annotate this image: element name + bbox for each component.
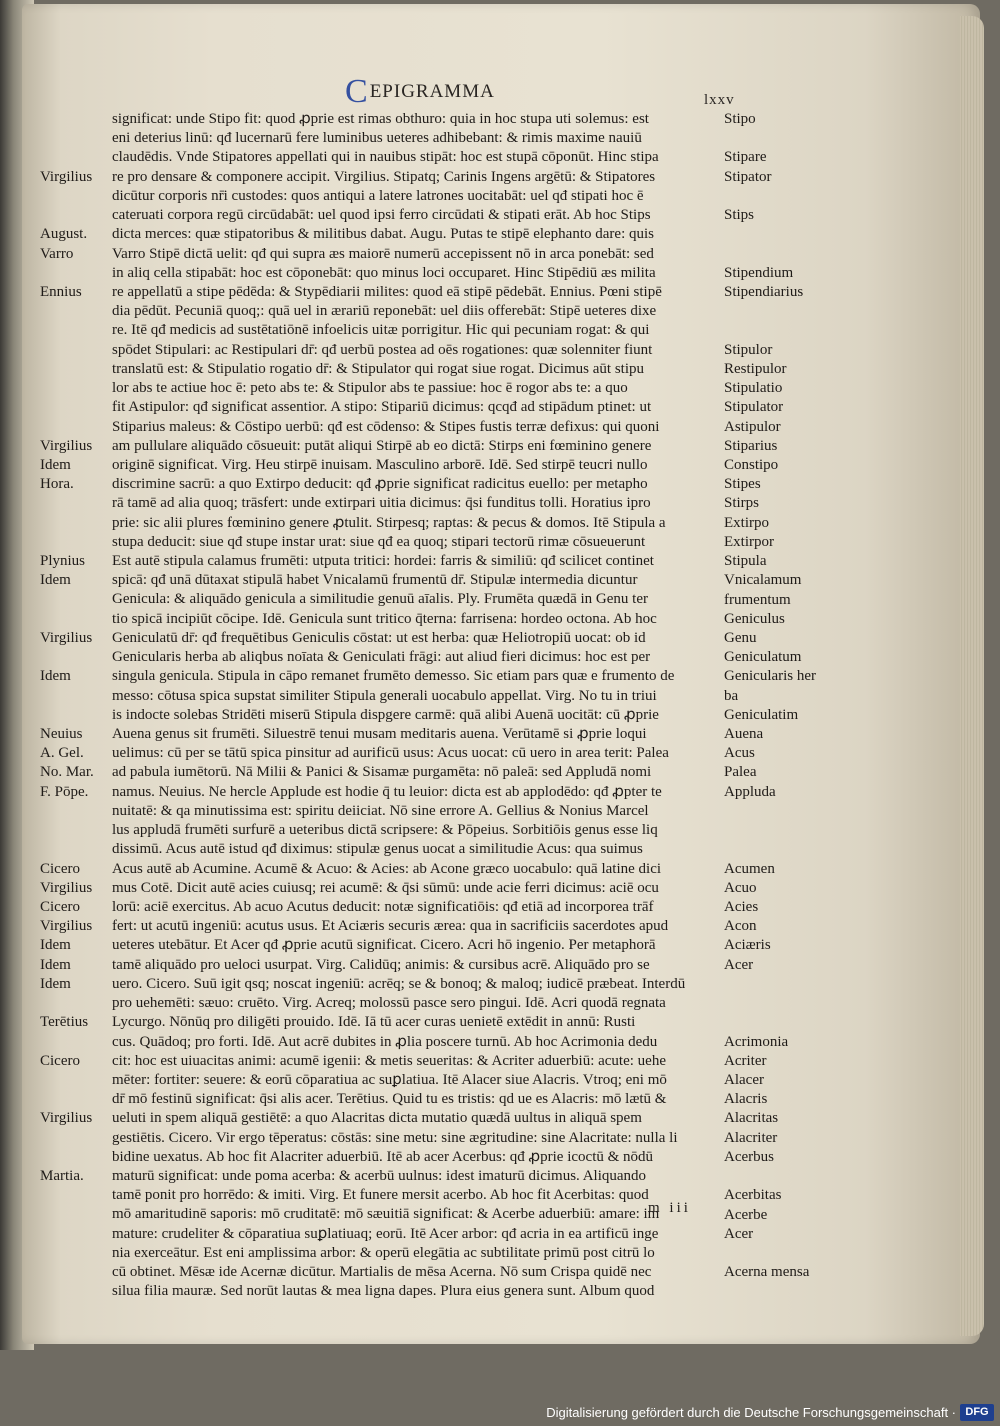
margin-author-note: Virgilius (40, 168, 93, 185)
text-line: lus appludā frumēti surfurē a ueteribus dictā scripsere: & Pōpeius. Sorbitiōis genus esse liq (112, 822, 658, 839)
text-line: nuitatē: & qa minutissima est: spiritu deiiciat. Nō sine errore A. Gellius & Nonius Marcel (112, 802, 649, 819)
margin-keyword: Auena (724, 726, 764, 743)
text-line: mature: crudeliter & cōparatiua suꝑlatiuaq; eorū. Itē Acer arbor: qđ acria in ea artificū inge (112, 1225, 659, 1242)
margin-keyword: Genicularis her (724, 668, 817, 685)
margin-keyword: Stipare (724, 149, 767, 166)
margin-keyword: Geniculus (724, 610, 785, 627)
margin-keyword: Stipula (724, 553, 767, 570)
margin-author-note: Martia. (40, 1168, 84, 1185)
margin-keyword: Vnicalamum (724, 572, 802, 589)
text-line: dr̄ mō festinū significat: q̄si alis acer. Terētius. Quid tu es tristis: qd ue es Alacris: mō lætū & (112, 1091, 667, 1108)
text-line: Varro Stipē dictā uelit: qđ qui supra æs maiorē numerū accepissent nō in arca ponebāt: sed (112, 245, 654, 262)
text-line: am pullulare aliquādo cōsueuit: putāt aliqui Stirpē ab eo dictā: Stirps eni fœminino genere (112, 437, 652, 454)
margin-keyword: Acumen (724, 860, 775, 877)
page-title: EPIGRAMMA (369, 81, 495, 102)
text-line: ad pabula iumētorū. Nā Milii & Panici & Sisamæ purgamēta: nō paleā: sed Appludā nomi (112, 764, 652, 781)
text-line: ueteres utebātur. Et Acer qđ ꝓprie acutū significat. Cicero. Acri hō ingenio. Per metaphorā (112, 937, 656, 954)
margin-keyword: Extirpo (724, 514, 769, 531)
margin-keyword: Alacriter (724, 1129, 778, 1146)
margin-keyword: Acerbe (724, 1206, 768, 1223)
margin-author-note: Virgilius (40, 437, 93, 454)
margin-keyword: Palea (724, 764, 757, 781)
margin-keyword: Acus (724, 745, 755, 762)
text-line: spicā: qđ unā dūtaxat stipulā habet Vnicalamū frumentū dr̄. Stipulæ intermedia dicuntur (112, 572, 638, 589)
margin-keyword: Acriter (724, 1052, 767, 1069)
text-line: lor abs te actiue hoc ē: peto abs te: & Stipulor abs te passiue: hoc ē rogor abs te: a quo (112, 380, 628, 397)
text-line: ueluti in spem aliquā gestiētē: a quo Alacritas dicta mutatio quædā uultus in aliquā spem (112, 1110, 642, 1127)
text-line: prie: sic alii plures fœminino genere ꝓtulit. Stirpesq; raptas: & pecus & domos. Itē Stipula a (112, 514, 666, 531)
margin-keyword: Stipendiarius (724, 283, 804, 300)
margin-keyword: Stipendium (724, 264, 794, 281)
margin-keyword: Restipulor (724, 360, 787, 377)
text-line: namus. Neuius. Ne hercle Applude est hodie q̄ tu leuior: dicta est ab applodēdo: qđ ꝓpter te (112, 783, 662, 800)
margin-keyword: Stipulor (724, 341, 773, 358)
margin-keyword: Acerbitas (724, 1187, 782, 1204)
margin-author-note: Plynius (40, 553, 86, 570)
text-line: pro uehemēti: sæuo: cruēto. Virg. Acreq; molossū pasce sero pingui. Idē. Acri quodā regnata (112, 995, 666, 1012)
text-line: dicūtur corporis nr̄i custodes: quos antiqui a latere latrones uocitabāt: uel qđ stipati hoc ē (112, 187, 644, 204)
margin-keyword: Geniculatim (724, 706, 799, 723)
text-line: tio spicā incipiūt cōcipe. Idē. Genicula sunt tritico q̄terna: farrisena: hordeo octona. Ab hoc (112, 610, 657, 627)
text-line: tamē ponit pro horrēdo: & imiti. Virg. Et funere mersit acerbo. Ab hoc fit Acerbitas: quod (112, 1187, 649, 1204)
text-line: mō amaritudinē saporis: mō cruditatē: mō sæuitiā significat: & Acerbe aduerbiū: amare: im (112, 1206, 660, 1223)
text-line: spōdet Stipulari: ac Restipulari dr̄: qđ uerbū postea ad oēs rogationes: quæ solenniter fiunt (112, 341, 653, 358)
margin-author-note: Idem (40, 456, 71, 473)
text-line: silua filia mauræ. Sed norūt lautas & mea ligna dapes. Plura eius genera sunt. Album quod (112, 1283, 655, 1300)
text-line: originē significat. Virg. Heu stirpē inuisam. Masculino arborē. Idē. Sed stirpē teucri nullo (112, 456, 648, 473)
margin-keyword: Acer (724, 1225, 754, 1242)
text-line: re pro densare & componere accipit. Virgilius. Stipatq; Carinis Ingens argētū: & Stipatores (112, 168, 656, 185)
text-line: is indocte solebas Stridēti miserū Stipula dispgere carmē: quā alibi Auenā uocitāt: cū ꝓprie (112, 706, 659, 723)
text-line: Genicularis herba ab aliqbus noīata & Geniculati frāgi: aut aliud fieri dicimus: hoc est per (112, 649, 651, 666)
signature-mark: m iii (648, 1200, 691, 1216)
margin-author-note: Cicero (40, 860, 80, 877)
text-line: Est autē stipula calamus frumēti: utputa tritici: hordei: farris & similiū: qđ scilicet continet (112, 553, 654, 570)
margin-author-note: Neuius (40, 726, 83, 743)
margin-keyword: Acon (724, 918, 757, 935)
margin-keyword: Acerna mensa (724, 1264, 810, 1281)
text-line: Geniculatū dr̄: qđ frequētibus Geniculis cōstat: ut est herba: quæ Heliotropiū uocat: ob id (112, 629, 646, 646)
text-line: Stiparius maleus: & Cōstipo uerbū: qđ est cōdenso: & Stipes fustis terræ defixus: qui quoni (112, 418, 660, 435)
margin-author-note: Idem (40, 975, 71, 992)
margin-author-note: Cicero (40, 899, 80, 916)
text-line: in aliq cella stipabāt: hoc est cōponebāt: quo minus loci occuparet. Hinc Stipēdiū æs milita (112, 264, 656, 281)
text-line: claudēdis. Vnde Stipatores appellati qui in nauibus stipāt: hoc est stupā cōponūt. Hinc stipa (112, 149, 659, 166)
text-line: Auena genus sit frumēti. Siluestrē tenui musam meditaris auena. Verūtamē si ꝓprie loqui (112, 726, 647, 742)
margin-author-note: Virgilius (40, 1110, 93, 1127)
text-line: dissimū. Acus autē istud qđ diximus: stipulæ genus uocat a similitudie Acus: qua suimus (112, 841, 643, 858)
margin-author-note: Virgilius (40, 918, 93, 935)
margin-keyword: Stipulator (724, 399, 784, 416)
margin-author-note: Idem (40, 937, 71, 954)
margin-author-note: Idem (40, 668, 71, 685)
text-line: fert: ut acutū ingeniū: acutus usus. Et Aciæris securis ærea: qua in sacrificiis sacerdotes apud (112, 918, 669, 935)
text-line: dicta merces: quæ stipatoribus & militibus dabat. Augu. Putas te stipē elephanto dare: quis (112, 226, 654, 243)
text-line: singula genicula. Stipula in cāpo remanet frumēto demesso. Sic etiam pars quæ e frumento de (112, 668, 675, 685)
margin-keyword: frumentum (724, 591, 791, 608)
text-line: rā tamē ad alia quoq; trāsfert: unde extirpari uitia dicimus: q̄si funditus tolli. Horatius ipro (112, 495, 651, 512)
margin-keyword: Stips (724, 207, 755, 224)
text-line: eni deterius linū: qđ lucernarū fere luminibus ueteres adhibebant: & rimis maxime nauiū (112, 130, 642, 147)
margin-keyword: Stiparius (724, 437, 778, 454)
margin-author-note: Hora. (40, 476, 74, 493)
text-line: gestiētis. Cicero. Vir ergo tēperatus: cōstās: sine metu: sine ægritudine: sine Alacritate: nulla li (112, 1129, 678, 1146)
text-line: uelimus: cū per se tātū spica pinsitur ad aurificū usus: Acus uocat: cū uero in area terit: Palea (112, 745, 669, 762)
margin-keyword: Acuo (724, 879, 757, 896)
folio-number: lxxv (704, 92, 735, 108)
text-line: Lycurgo. Nōnūq pro diligēti prouido. Idē. Iā tū acer curas uenietē extēdit in annū: Rusti (112, 1014, 636, 1031)
text-line: maturū significat: unde poma acerba: & acerbū uulnus: idest imaturū dicimus. Aliquando (112, 1168, 647, 1185)
margin-keyword: Stipulatio (724, 380, 783, 397)
footer-credit: Digitalisierung gefördert durch die Deutsche Forschungsgemeinschaft · (546, 1405, 956, 1420)
margin-keyword: Appluda (724, 783, 776, 800)
running-head (345, 73, 495, 110)
text-line: messo: cōtusa spica supstat similiter Stipula generali uocabulo appellat. Virg. No tu in triui (112, 687, 657, 704)
margin-keyword: Constipo (724, 456, 779, 473)
margin-keyword: Extirpor (724, 533, 774, 550)
text-line: lorū: aciē exercitus. Ab acuo Acutus deducit: notæ significatiōis: qđ etiā ad incorporea trāf (112, 898, 654, 915)
text-line: re appellatū a stipe pēdēda: & Stypēdiarii milites: quod eā stipē pēdebāt. Ennius. Pœni stipē (112, 283, 662, 300)
text-line: significat: unde Stipo fit: quod ꝓprie est rimas obthuro: quia in hoc stupa uti solemus: est (112, 111, 649, 127)
text-line: Acus autē ab Acumine. Acumē & Acuo: & Acies: ab Acone græco uocabulo: quā latine dici (112, 860, 662, 877)
margin-keyword: ba (724, 687, 739, 704)
text-line: Genicula: & aliquādo genicula a similitudie genuū aīalis. Ply. Frumēta quædā in Genu ter (112, 591, 648, 608)
margin-keyword: Acerbus (724, 1148, 774, 1165)
text-line: dia pēdūt. Pecuniā quoq;: quā uel in ærariū reponebāt: uel diis offerebāt: Stipē ueteres dixe (112, 303, 657, 320)
text-line: nia exerceātur. Est eni amplissima arbor: & operū elegātia ac subtilitate primū post citrū lo (112, 1244, 655, 1261)
text-line: re. Itē qđ medicis ad sustētatiōnē infoelicis uitæ porrigitur. Hic qui pecuniam rogat: & qui (112, 322, 650, 339)
page-stack-edge (960, 16, 984, 1336)
text-line: fit Astipulor: qđ significat assentior. A stipo: Stipariū dicimus: qcqđ ad stipādum ptinet: ut (112, 399, 652, 416)
text-line: tamē aliquādo pro ueloci usurpat. Virg. Calidūq; animis: & cursibus acrē. Aliquādo pro se (112, 956, 650, 973)
margin-author-note: Virgilius (40, 879, 93, 896)
margin-author-note: Terētius (40, 1014, 89, 1031)
text-line: cateruati corpora regū circūdabāt: uel quod ipsi ferro circūdati & stipati erāt. Ab hoc Stips (112, 207, 651, 224)
margin-keyword: Alacris (724, 1091, 768, 1108)
margin-keyword: Geniculatum (724, 649, 802, 666)
dfg-logo: DFG (960, 1404, 994, 1421)
margin-author-note: August. (40, 226, 88, 243)
text-line: mus Cotē. Dicit autē acies cuiusq; rei acumē: & q̄si sūmū: unde acie ferri dicimus: aciē ocu (112, 879, 659, 896)
margin-author-note: Varro (40, 245, 74, 262)
margin-keyword: Alacer (724, 1072, 764, 1088)
margin-keyword: Stipator (724, 168, 772, 185)
text-line: cit: hoc est uiuacitas animi: acumē igenii: & metis seueritas: & Acriter aduerbiū: acute: uehe (112, 1052, 666, 1069)
margin-keyword: Stipo (724, 111, 756, 127)
text-line: discrimine sacrū: a quo Extirpo deducit: qđ ꝓprie significat radicitus euello: per metapho (112, 476, 648, 493)
margin-author-note: No. Mar. (40, 764, 94, 781)
margin-keyword: Acies (724, 899, 759, 916)
margin-keyword: Acer (724, 956, 754, 973)
text-line: mēter: fortiter: seuere: & eorū cōparatiua ac suꝑlatiua. Itē Alacer siue Alacris. Vtroq; eni mō (112, 1071, 667, 1088)
margin-keyword: Stipes (724, 476, 761, 493)
margin-author-note: Ennius (40, 283, 82, 300)
margin-author-note: Cicero (40, 1052, 80, 1069)
margin-keyword: Acrimonia (724, 1033, 789, 1050)
margin-keyword: Genu (724, 629, 757, 646)
margin-keyword: Stirps (724, 495, 760, 512)
text-line: bidine uexatus. Ab hoc fit Alacriter aduerbiū. Itē ab acer Acerbus: qđ ꝓprie icoctū & nōdū (112, 1148, 654, 1165)
margin-author-note: A. Gel. (40, 745, 84, 762)
text-line: translatū est: & Stipulatio rogatio dr̄: & Stipulator qui rogat siue rogat. Dicimus aūt stipu (112, 360, 645, 377)
margin-author-note: F. Pōpe. (40, 783, 89, 800)
margin-keyword: Astipulor (724, 418, 781, 435)
text-line: uero. Cicero. Suū igit qsq; noscat ingeniū: acrēq; se & bonoq; & maloq; iudicē præbeat. Interdū (112, 975, 686, 992)
text-line: stupa deducit: siue qđ stupe instar urat: siue qđ ea quoq; stipari tectorū rimæ cōsueuerunt (112, 533, 646, 550)
margin-keyword: Aciæris (724, 937, 771, 954)
text-line: cus. Quādoq; pro forti. Idē. Aut acrē dubites in ꝓlia poscere turnū. Ab hoc Acrimonia dedu (112, 1033, 658, 1050)
margin-author-note: Idem (40, 956, 71, 973)
main-text-block (112, 110, 718, 1302)
margin-keyword: Alacritas (724, 1110, 779, 1127)
decorated-initial: C (345, 73, 368, 110)
margin-author-note: Virgilius (40, 629, 93, 646)
text-line: cū obtinet. Mēsæ ide Acernæ dicūtur. Martialis de mēsa Acerna. Nō sum Crispa quidē nec (112, 1264, 652, 1281)
margin-author-note: Idem (40, 572, 71, 589)
